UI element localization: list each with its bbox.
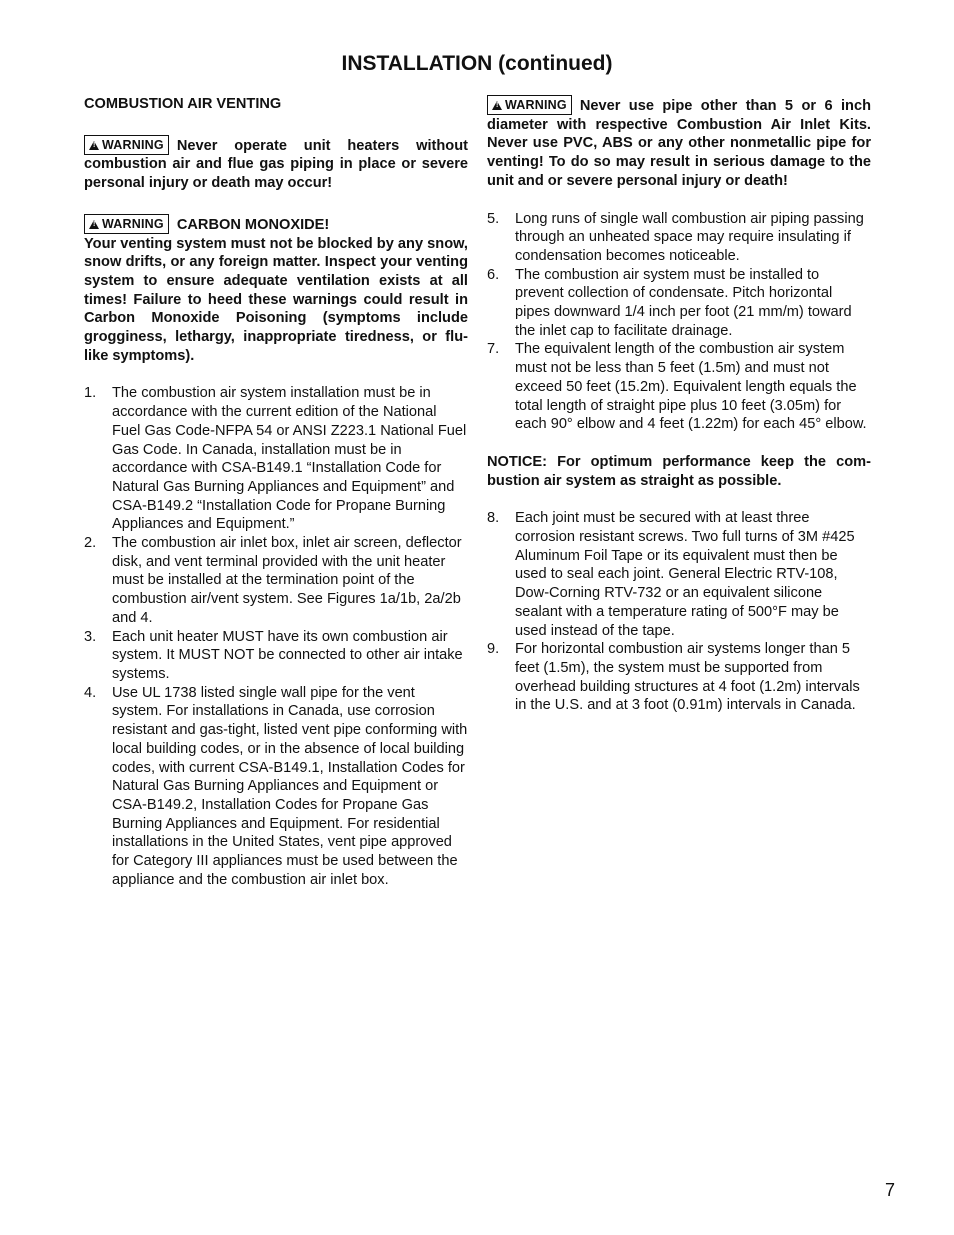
warning-badge: ! WARNING bbox=[487, 95, 572, 115]
list-item: 7. The equivalent length of the combustion air system must not be less than 5 feet (1.5m) and must not exceed 50 feet (15.2m). Equivalent length equals the total length of straight pipe plus 10 feet (3.05m) for each 90° elbow and 4 feet (1.22m) for each 45° elbow. bbox=[487, 341, 867, 433]
notice-text: NOTICE: For optimum performance keep the combustion air system as straight as possible. bbox=[487, 453, 871, 489]
warning-triangle-icon: ! bbox=[89, 220, 99, 229]
right-instruction-list-b bbox=[487, 509, 871, 715]
page-title: INSTALLATION (continued) bbox=[341, 52, 613, 75]
list-item: 9. For horizontal combustion air systems longer than 5 feet (1.5m), the system must be supported from overhead building structures at 4 foot (1.2m) intervals in the U.S. and at 3 foot (0.91m) intervals in Canada. bbox=[487, 641, 860, 714]
list-item: 2. The combustion air inlet box, inlet air screen, deflector disk, and vent terminal provided with the unit heater must be installed at the termination point of the combustion air/vent system. See Figures 1a/1b, 2a/2b and 4. bbox=[84, 535, 462, 626]
list-item: 8. Each joint must be secured with at least three corrosion resistant screws. Two full turns of 3M #425 Aluminum Foil Tape or its equivalent must then be used to seal each joint. General Electric RTV-108, Dow-Corning RTV-732 or an equivalent silicone sealant with a temperature rating of 500°F may be used instead of the tape. bbox=[487, 510, 855, 639]
list-item: 6. The combustion air system must be installed to prevent collection of condensate. Pitch horizontal pipes downward 1/4 inch per foot (21 mm/m) toward the inlet cap to facilitate drainage. bbox=[487, 266, 852, 339]
list-item: 3. Each unit heater MUST have its own combustion air system. It MUST NOT be connected to other air intake systems. bbox=[84, 628, 463, 682]
warning-title: CARBON MONOXIDE! bbox=[176, 216, 330, 233]
page-number: 7 bbox=[885, 1180, 896, 1200]
right-column bbox=[487, 95, 871, 715]
warning-badge: ! WARNING bbox=[84, 135, 169, 155]
section-heading: COMBUSTION AIR VENTING bbox=[84, 96, 282, 112]
warning-carbon-monoxide bbox=[84, 214, 468, 366]
warning-triangle-icon: ! bbox=[492, 101, 502, 110]
warning-pipe-material: ! WARNING Never use pipe other than 5 or 6 inch diameter with respective Combustion Air Inlet Kits. Never use PVC, ABS or any other nonmetallic pipe for venting! To do so may result in serious damage to the unit and or severe personal injury or death! bbox=[487, 95, 871, 191]
list-item: 4. Use UL 1738 listed single wall pipe for the vent system. For installations in Canada, use corrosion resistant and gas-tight, listed vent pipe conforming with local building codes, or in the absence of local building codes, with current CSA-B149.1, Installation Codes for Natural Gas Burning Appliances and Equipment or CSA-B149.2, Installation Codes for Propane Gas Burning Appliances and Equipment. For residential installations in the United States, vent pipe approved for Category III appliances must be used between the appliance and the combustion air inlet box. bbox=[84, 684, 468, 888]
warning-text: Your venting system must not be blocked by any snow, snow drifts, or any foreign matter. Inspect your venting system to ensure adequate ventilation exists at all times! Failure to heed these warnings could result in Carbon Monoxide Poisoning (symptoms include grogginess, lethargy, inappropriate tiredness, or flu-like symptoms). bbox=[84, 235, 468, 364]
list-item: 5. Long runs of single wall combustion air piping passing through an unheated space may require insulating if condensation becomes noticeable. bbox=[487, 210, 864, 264]
left-instruction-list bbox=[84, 384, 468, 889]
warning-combustion-air: ! WARNING Never operate unit heaters without combustion air and flue gas piping in place or severe personal injury or death may occur! bbox=[84, 135, 468, 193]
warning-triangle-icon: ! bbox=[89, 141, 99, 150]
list-item: 1. The combustion air system installation must be in accordance with the current edition of the National Fuel Gas Code-NFPA 54 or ANSI Z223.1 National Fuel Gas Code. In Canada, installation must be in accordance with CSA-B149.1 “Installation Code for Natural Gas Burning Appliances and Equipment” and CSA-B149.2 “Installation Code for Propane Burning Appliances and Equipment.” bbox=[84, 385, 467, 533]
warning-badge: ! WARNING bbox=[84, 214, 169, 234]
right-instruction-list-a bbox=[487, 210, 871, 434]
left-column bbox=[84, 95, 468, 889]
